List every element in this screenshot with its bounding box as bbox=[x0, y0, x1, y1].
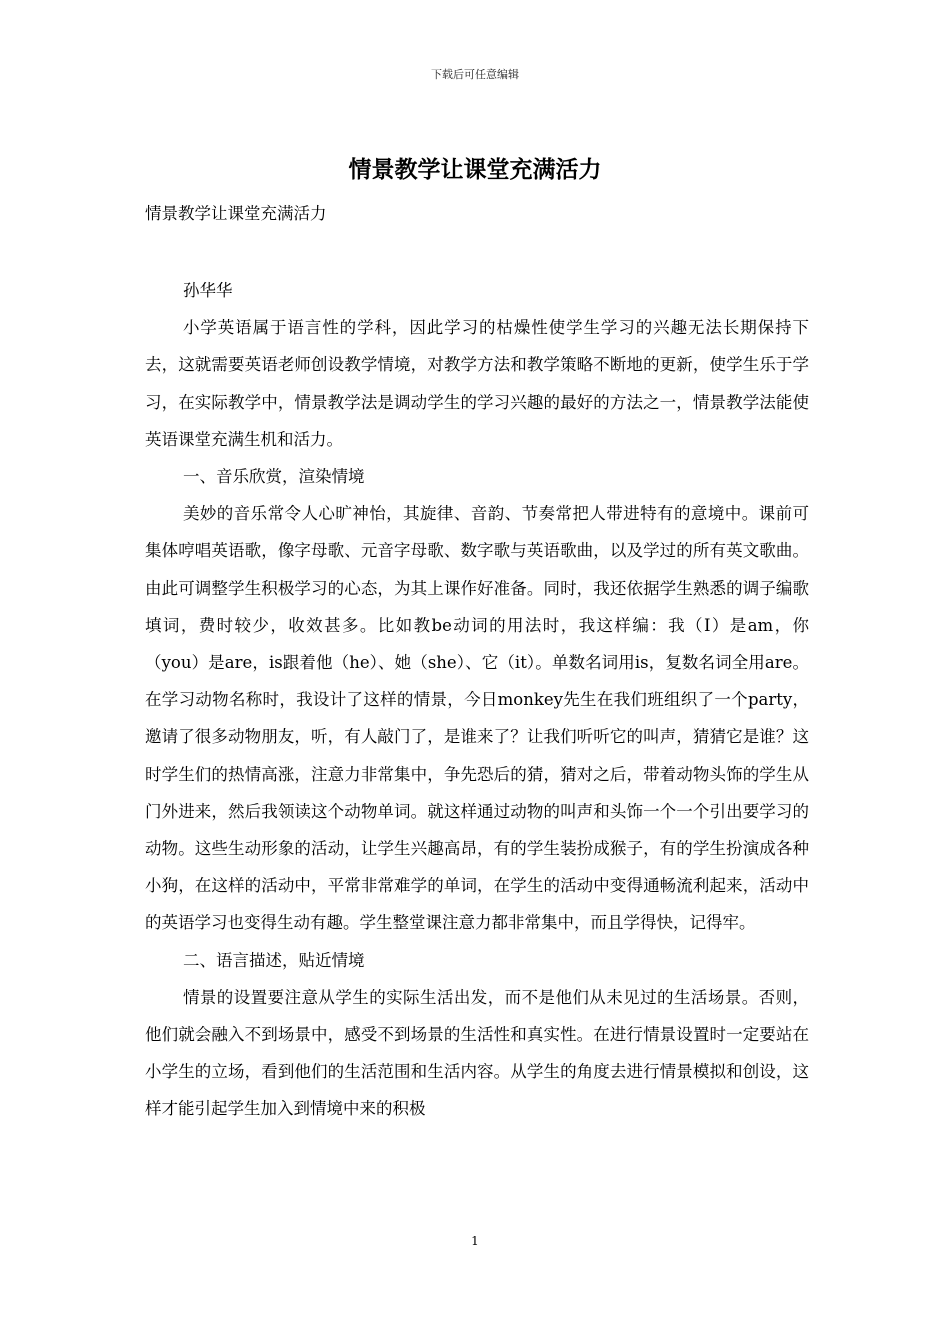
document-body bbox=[145, 272, 809, 1128]
section-heading-language: 二、语言描述，贴近情境 bbox=[182, 950, 365, 970]
body-paragraph-intro: 小学英语属于语言性的学科，因此学习的枯燥性使学生学习的兴趣无法长期保持下去，这就需要英语老师创设教学情境，对教学方法和教学策略不断地的更新，使学生乐于学习，在实际教学中，情景教学法是调动学生的学习兴趣的最好的方法之一，情景教学法能使英语课堂充满生机和活力。 bbox=[145, 318, 809, 449]
page-number: 1 bbox=[471, 1234, 479, 1248]
section-heading-music: 一、音乐欣赏，渲染情境 bbox=[182, 467, 365, 487]
author-name: 孙华华 bbox=[182, 281, 233, 300]
document-subtitle: 情景教学让课堂充满活力 bbox=[145, 204, 327, 223]
body-paragraph-language: 情景的设置要注意从学生的实际生活出发，而不是他们从未见过的生活场景。否则，他们就会融入不到场景中，感受不到场景的生活性和真实性。在进行情景设置时一定要站在小学生的立场，看到他们的生活范围和生活内容。从学生的角度去进行情景模拟和创设，这样才能引起学生加入到情境中来的积极 bbox=[145, 987, 809, 1119]
page-header-note: 下载后可任意编辑 bbox=[431, 68, 519, 81]
document-title: 情景教学让课堂充满活力 bbox=[348, 156, 602, 183]
body-paragraph-music: 美妙的音乐常令人心旷神怡，其旋律、音韵、节奏常把人带进特有的意境中。课前可集体哼唱英语歌，像字母歌、元音字母歌、数字歌与英语歌曲，以及学过的所有英文歌曲。由此可调整学生积极学习的心态，为其上课作好准备。同时，我还依据学生熟悉的调子编歌填词，费时较少，收效甚多。比如教be动词的用法时，我这样编：我（I）是am，你（you）是are，is跟着他（he）、她（she）、它（it）。单数名词用is，复数名词全用are。在学习动物名称时，我设计了这样的情景，今日monkey先生在我们班组织了一个party，邀请了很多动物朋友，听，有人敲门了，是谁来了？让我们听听它的叫声，猜猜它是谁？这时学生们的热情高涨，注意力非常集中，争先恐后的猜，猜对之后，带着动物头饰的学生从门外进来，然后我领读这个动物单词。就这样通过动物的叫声和头饰一个一个引出要学习的动物。这些生动形象的活动，让学生兴趣高昂，有的学生装扮成猴子，有的学生扮演成各种小狗，在这样的活动中，平常非常难学的单词，在学生的活动中变得通畅流利起来，活动中的英语学习也变得生动有趣。学生整堂课注意力都非常集中，而且学得快，记得牢。 bbox=[145, 504, 809, 933]
